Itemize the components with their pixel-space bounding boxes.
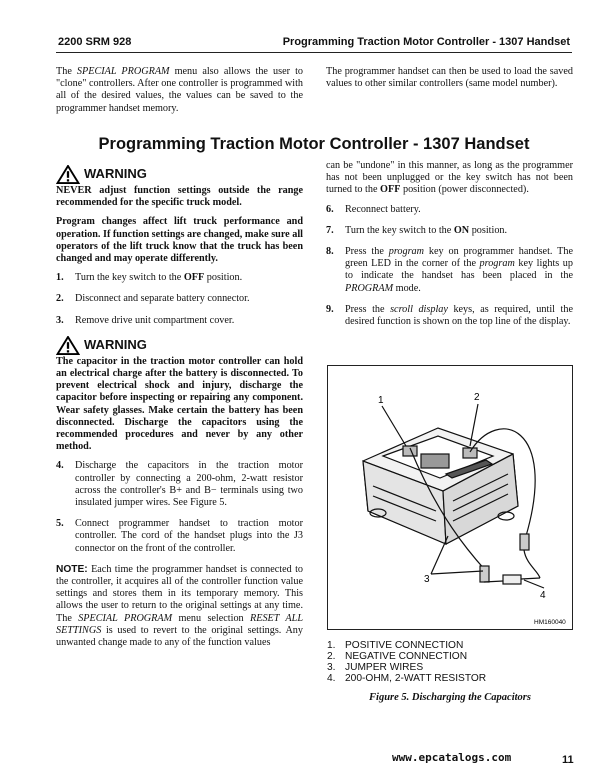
step-key-name: program — [388, 246, 425, 258]
note-menu-selection: RESET ALL SETTINGS — [56, 612, 303, 636]
left-column — [56, 165, 303, 656]
step-text: key on programmer handset. The green LED in the corner of the — [345, 246, 573, 270]
figure-code: HM160040 — [534, 619, 566, 626]
step-key-name: program — [479, 258, 515, 270]
section-title: Programming Traction Motor Controller - 1307 Handset — [98, 135, 530, 153]
step-text: Press the — [345, 246, 389, 258]
steps-6-9 — [326, 204, 573, 329]
legend-text: NEGATIVE CONNECTION — [345, 651, 468, 662]
step-text: Press the — [345, 303, 391, 315]
legend-text: POSITIVE CONNECTION — [345, 640, 464, 651]
callout-2: 2 — [474, 392, 480, 403]
step-2 — [56, 293, 303, 305]
step-number: 6. — [326, 203, 334, 215]
intro-text-cont: menu also allows the user to "clone" controllers. After one controller is programmed with all of the desired values, the values can be saved to the programmer handset memory. — [56, 66, 303, 114]
step-key-name: scroll display — [390, 303, 448, 315]
steps-1-3 — [56, 272, 303, 327]
legend-text: JUMPER WIRES — [345, 662, 424, 673]
step-9 — [326, 304, 573, 328]
warning-heading-1 — [56, 165, 303, 184]
legend-item — [327, 640, 577, 651]
legend-number: 1. — [327, 640, 336, 651]
legend-number: 4. — [327, 673, 336, 684]
step-number: 4. — [56, 460, 64, 472]
warning-1-text-a: NEVER adjust function settings outside the range recommended for the specific truck model. — [56, 185, 303, 209]
header-section-title: Programming Traction Motor Controller - 1307 Handset — [282, 36, 570, 48]
note-menu-name: SPECIAL PROGRAM — [78, 612, 173, 624]
step-number: 8. — [326, 246, 334, 258]
step-number: 2. — [56, 293, 64, 305]
note-paragraph — [56, 564, 303, 649]
note-text: is used to revert to the original settings. Any unwanted change made to any of the function values — [56, 624, 303, 649]
step-text: key lights up to indicate the handset has been placed in the — [345, 258, 573, 282]
step-bold: OFF — [183, 272, 205, 284]
step-number: 9. — [326, 303, 334, 315]
intro-left-paragraph — [56, 66, 303, 115]
step-text: Reconnect battery. — [345, 203, 421, 215]
step-5 — [56, 518, 303, 555]
controller-illustration — [328, 366, 572, 629]
legend-number: 2. — [327, 651, 336, 662]
intro-text: The — [56, 66, 77, 77]
step-text: mode. — [393, 282, 421, 294]
warning-1-text-b: Program changes affect lift truck performance and operation. If function settings are changed, make sure all operators of the lift truck know that the truck has been changed and may operate differently. — [56, 216, 303, 265]
figure-5 — [327, 365, 573, 630]
intro-right-paragraph: The programmer handset can then be used to load the saved values to other similar controllers (same model number). — [326, 66, 573, 90]
callout-1: 1 — [378, 395, 384, 406]
page-number: 11 — [562, 754, 574, 766]
cont-text: can be "undone" in this manner, as long as the programmer has not been unplugged or the key switch has not been turned to the — [326, 160, 573, 196]
step-text: Turn the key switch to the — [75, 272, 184, 284]
note-label: NOTE: — [56, 563, 88, 575]
cont-bold: OFF — [380, 184, 401, 196]
cont-text-end: position (power disconnected). — [400, 184, 529, 196]
intro-menu-name: SPECIAL PROGRAM — [76, 66, 170, 77]
intro-left — [56, 66, 303, 122]
header-rule — [56, 52, 572, 53]
figure-legend — [327, 640, 577, 684]
warning-label: WARNING — [84, 337, 147, 353]
step-text: Turn the key switch to the — [345, 224, 454, 236]
step-text: Discharge the capacitors in the traction motor controller by connecting a 200-ohm, 2-watt resistor across the controller's B+ and B− terminals using two insulated jumper wires. See Figure 5. — [75, 460, 303, 509]
footer-watermark-url: www.epcatalogs.com — [392, 751, 512, 764]
step-number: 5. — [56, 518, 64, 530]
intro-right — [326, 66, 573, 97]
warning-heading-2 — [56, 336, 303, 355]
right-column — [326, 160, 573, 337]
legend-text: 200-OHM, 2-WATT RESISTOR — [345, 673, 487, 684]
step-text: Remove drive unit compartment cover. — [75, 314, 235, 326]
step-text: Connect programmer handset to traction motor controller. The cord of the handset plugs into the J3 connector on the front of the controller. — [75, 518, 303, 554]
step-3 — [56, 315, 303, 327]
step-6 — [326, 204, 573, 216]
legend-number: 3. — [327, 662, 336, 673]
step-1 — [56, 272, 303, 284]
legend-item — [327, 662, 577, 673]
step-text-end: position. — [469, 224, 508, 236]
figure-caption: Figure 5. Discharging the Capacitors — [369, 692, 531, 703]
steps-4-5 — [56, 460, 303, 554]
step-text-end: position. — [204, 272, 243, 284]
note-text: Each time the programmer handset is connected to the controller, it acquires all of the controller function value settings and stores them in its temporary memory. This allows the user to return to the original settings at any time. The — [56, 563, 303, 624]
callout-3: 3 — [424, 574, 430, 585]
legend-item — [327, 651, 577, 662]
step-text: Disconnect and separate battery connector. — [75, 293, 250, 305]
warning-triangle-icon — [56, 336, 80, 355]
note-text: menu selection — [172, 612, 251, 624]
header-manual-code: 2200 SRM 928 — [58, 36, 132, 48]
warning-triangle-icon — [56, 165, 80, 184]
step-number: 7. — [326, 224, 334, 236]
step-7 — [326, 225, 573, 237]
step-text: keys, as required, until the desired function is shown on the top line of the display. — [345, 303, 573, 328]
step-number: 3. — [56, 314, 64, 326]
step-number: 1. — [56, 272, 64, 284]
warning-2-text: The capacitor in the traction motor controller can hold an electrical charge after the battery is disconnected. To prevent electrical shock and injury, discharge the capacitor before inspecting or repairing any component. Wear safety glasses. Make certain the battery has been disconnected. Discharge the capacitors using the recommended procedures and never by any other method. — [56, 355, 303, 453]
step-bold: ON — [453, 224, 470, 236]
step-4 — [56, 460, 303, 509]
warning-label: WARNING — [84, 166, 147, 182]
callout-4: 4 — [540, 590, 546, 601]
step-8 — [326, 246, 573, 295]
note-continuation — [326, 160, 573, 197]
legend-item — [327, 673, 577, 684]
step-mode-name: PROGRAM — [345, 282, 394, 294]
